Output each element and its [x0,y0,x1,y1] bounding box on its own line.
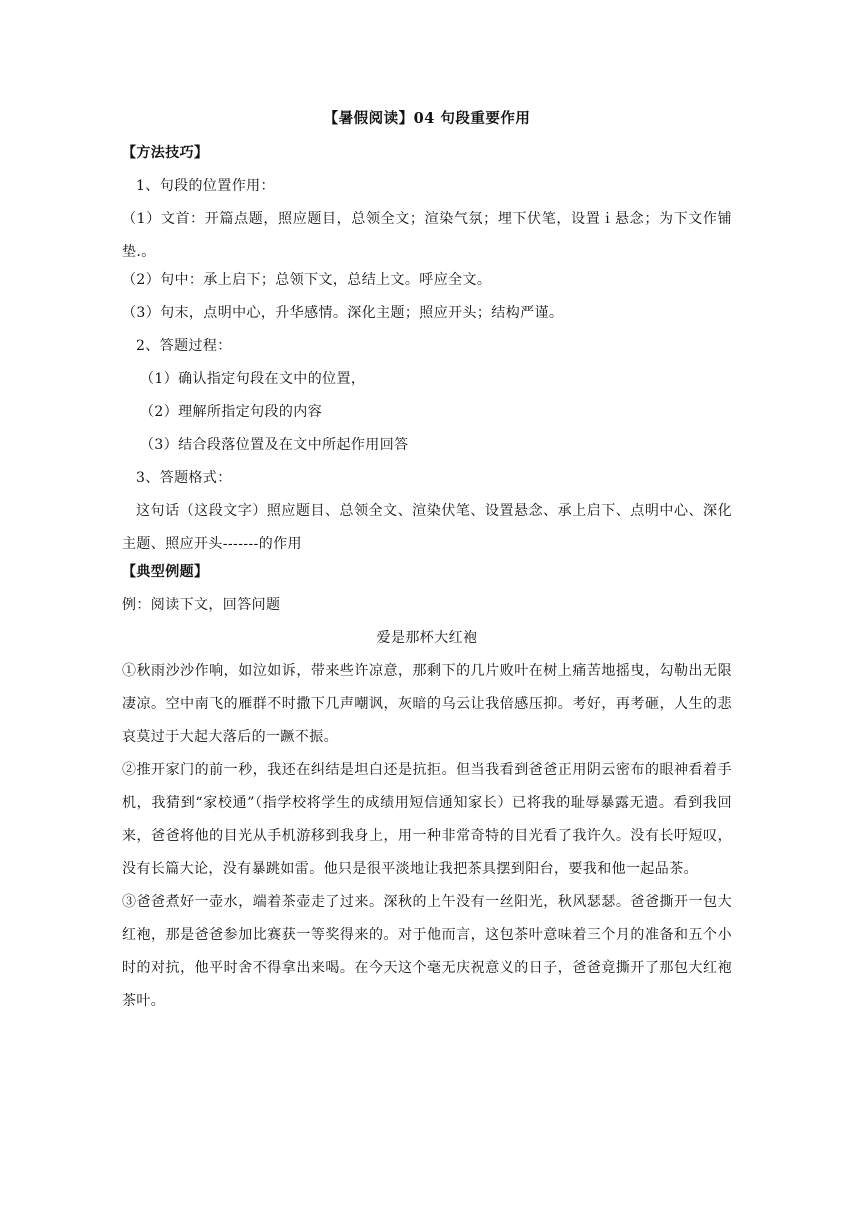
section-heading-example: 【典型例题】 [122,564,209,580]
article-title: 爱是那杯大红袍 [376,630,478,646]
item2-line1: （1）确认指定句段在文中的位置， [140,371,366,387]
document-title: 【暑假阅读】04 句段重要作用 [323,110,531,127]
item1-title: 1、句段的位置作用： [136,178,275,194]
item3-text: 这句话（这段文字）照应题目、总领全文、渲染伏笔、设置悬念、承上启下、点明中心、深化主题、照应开头-------的作用 [122,503,732,552]
item1-line1: （1）文首：开篇点题，照应题目，总领全文；渲染气氛；埋下伏笔，设置ｉ悬念；为下文作铺垫.。 [122,211,732,260]
item2-line3: （3）结合段落位置及在文中所起作用回答 [140,437,409,453]
article-paragraph-3: ③爸爸煮好一壶水，端着茶壶走了过来。深秋的上午没有一丝阳光，秋风瑟瑟。爸爸撕开一包大红袍，那是爸爸参加比赛获一等奖得来的。对于他而言，这包茶叶意味着三个月的准备和五个小时的对抗，他平时舍不得拿出来喝。在今天这个毫无庆祝意义的日子，爸爸竟撕开了那包大红袍茶叶。 [122,894,732,1009]
section-heading-method: 【方法技巧】 [122,145,209,161]
item2-title: 2、答题过程： [136,338,232,354]
item1-line2: （2）句中：承上启下；总领下文，总结上文。呼应全文。 [122,272,492,288]
item1-line3: （3）句末，点明中心，升华感情。深化主题；照应开头；结构严谨。 [122,305,564,321]
document-content [122,108,732,1018]
article-paragraph-1: ①秋雨沙沙作响，如泣如诉，带来些许凉意，那剩下的几片败叶在树上痛苦地摇曳，勾勒出无限凄凉。空中南飞的雁群不时撒下几声嘲讽，灰暗的乌云让我倍感压抑。考好，再考砸，人生的悲哀莫过于大起大落后的一蹶不振。 [122,663,732,745]
item2-line2: （2）理解所指定句段的内容 [140,404,323,420]
example-intro: 例：阅读下文，回答问题 [122,597,281,613]
article-paragraph-2: ②推开家门的前一秒，我还在纠结是坦白还是抗拒。但当我看到爸爸正用阴云密布的眼神看着手机，我猜到“家校通”（指学校将学生的成绩用短信通知家长）已将我的耻辱暴露无遗。看到我回来，爸爸将他的目光从手机游移到我身上，用一种非常奇特的目光看了我许久。没有长吁短叹，没有长篇大论，没有暴跳如雷。他只是很平淡地让我把茶具摆到阳台，要我和他一起品茶。 [122,762,732,877]
item3-title: 3、答题格式： [136,470,232,486]
